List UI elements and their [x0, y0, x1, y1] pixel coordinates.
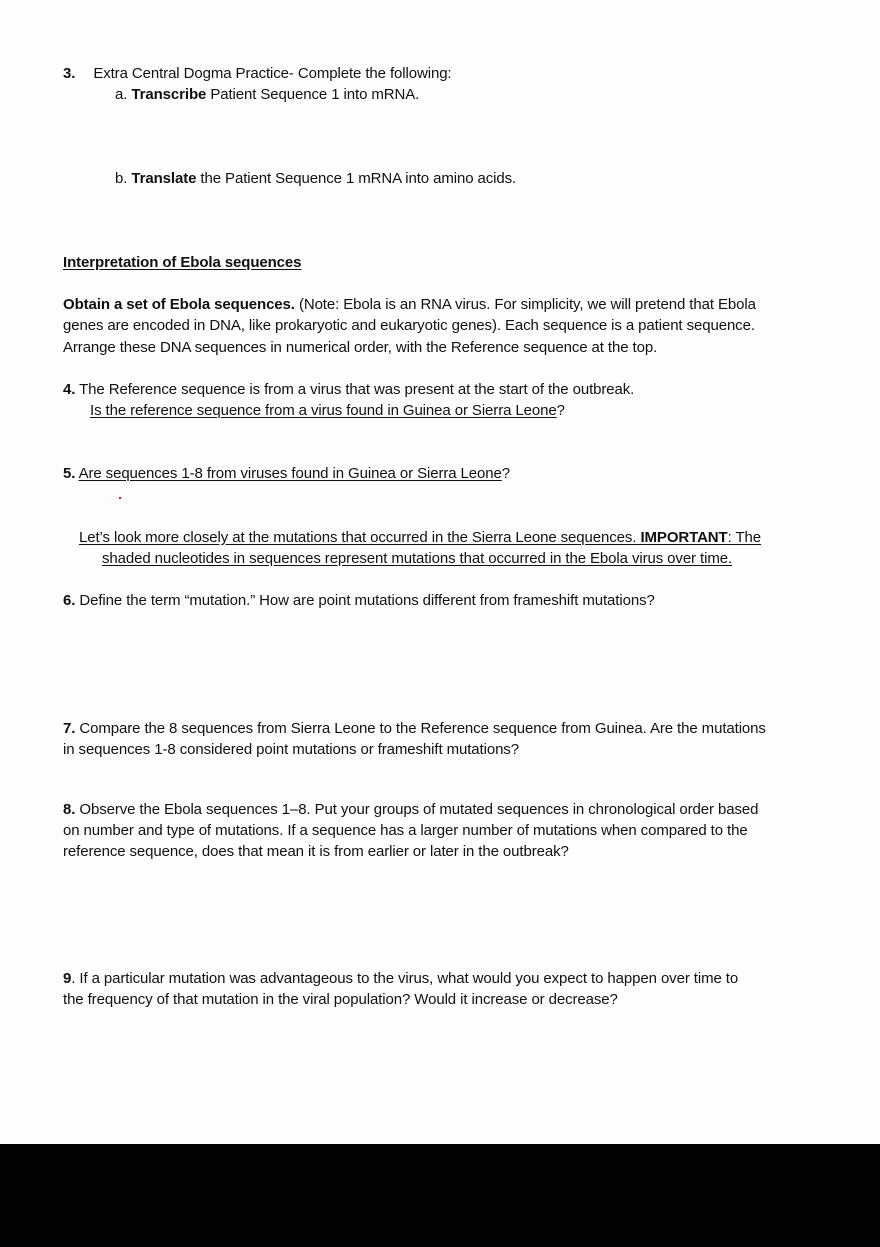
bottom-black-band [0, 1144, 880, 1247]
intro-line-3: Arrange these DNA sequences in numerical order, with the Reference sequence at the top. [63, 339, 658, 356]
q5-number: 5. [63, 465, 76, 482]
q3-title-text: Extra Central Dogma Practice- Complete the following: [93, 65, 452, 82]
q5 [63, 463, 510, 484]
intro-line-1 [63, 294, 756, 315]
note-line-2: shaded nucleotides in sequences represent mutations that occurred in the Ebola virus over time. [102, 550, 733, 567]
q3a-text: Patient Sequence 1 into mRNA. [206, 86, 420, 103]
q6-number: 6. [63, 592, 76, 609]
q8-number: 8. [63, 801, 76, 818]
intro-line-1-text: (Note: Ebola is an RNA virus. For simplicity, we will pretend that Ebola [294, 296, 756, 313]
q6 [63, 590, 655, 611]
section-heading: Interpretation of Ebola sequences [63, 254, 302, 271]
q5-question-underlined: Are sequences 1-8 from viruses found in Guinea or Sierra Leone [78, 465, 502, 482]
intro-bold: Obtain a set of Ebola sequences. [63, 296, 295, 313]
q9-line-1 [63, 968, 738, 989]
q4-text: The Reference sequence is from a virus that was present at the start of the outbreak. [75, 381, 635, 398]
q3b [115, 168, 516, 189]
note-line-1 [79, 527, 761, 548]
q3a [115, 84, 419, 105]
q7-text: Compare the 8 sequences from Sierra Leone to the Reference sequence from Guinea. Are the mutations [75, 720, 766, 737]
q7-number: 7. [63, 720, 76, 737]
q3a-bold: Transcribe [131, 86, 207, 103]
q9-number: 9 [63, 970, 72, 987]
q3a-prefix: a. [115, 86, 132, 103]
q9-line-2: the frequency of that mutation in the viral population? Would it increase or decrease? [63, 991, 618, 1008]
q3b-bold: Translate [131, 170, 197, 187]
q7-line-2: in sequences 1-8 considered point mutations or frameshift mutations? [63, 741, 519, 758]
q4-question-underlined: Is the reference sequence from a virus found in Guinea or Sierra Leone [90, 402, 557, 419]
note-important: IMPORTANT [640, 529, 728, 546]
note-text: Let’s look more closely at the mutations that occurred in the Sierra Leone sequences. [79, 529, 641, 546]
red-mark [119, 497, 121, 499]
q8-text: Observe the Ebola sequences 1–8. Put your groups of mutated sequences in chronological order based [75, 801, 759, 818]
q3b-prefix: b. [115, 170, 132, 187]
q3b-text: the Patient Sequence 1 mRNA into amino acids. [196, 170, 517, 187]
intro-line-2: genes are encoded in DNA, like prokaryotic and eukaryotic genes). Each sequence is a patient sequence. [63, 317, 755, 334]
q7-line-1 [63, 718, 766, 739]
q8-line-3: reference sequence, does that mean it is from earlier or later in the outbreak? [63, 843, 569, 860]
q8-line-1 [63, 799, 758, 820]
q4-question-end: ? [556, 402, 565, 419]
q9-text: . If a particular mutation was advantageous to the virus, what would you expect to happen over time to [71, 970, 739, 987]
q3-title [63, 63, 452, 84]
q4-number: 4. [63, 381, 76, 398]
note-text-end: : The [727, 529, 762, 546]
q3-number: 3. [63, 65, 76, 82]
q8-line-2: on number and type of mutations. If a sequence has a larger number of mutations when compared to the [63, 822, 748, 839]
q4-line-1 [63, 379, 634, 400]
q5-question-end: ? [501, 465, 511, 482]
q6-text: Define the term “mutation.” How are point mutations different from frameshift mutations? [75, 592, 655, 609]
q4-line-2 [90, 400, 565, 421]
